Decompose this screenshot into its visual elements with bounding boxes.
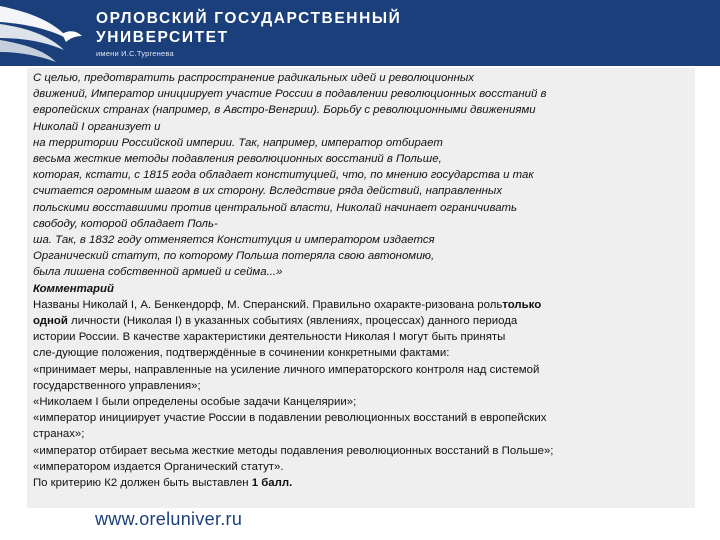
quote-line: свободу, которой обладает Поль- [33, 217, 218, 230]
comment-line: истории России. В качестве характеристики деятельности Николая I могут быть приняты [33, 331, 506, 344]
comment-emphasis-only: только [502, 298, 542, 311]
comment-line: странах»; [33, 428, 85, 441]
comment-line2-text: личности (Николая I) в указанных событиях (явлениях, процессах) данного периода [67, 315, 518, 328]
comment-emphasis-one: одной [33, 315, 68, 328]
header-banner [0, 0, 720, 66]
quote-line: польскими восставшими против центральной власти, Николай начинает ограничивать [33, 201, 518, 214]
quote-line: С целью, предотвратить распространение радикальных идей и революционных [33, 72, 474, 84]
score-value: 1 балл. [251, 477, 293, 490]
comment-line: государственного управления»; [33, 379, 201, 392]
comment-line: «принимает меры, направленные на усиление личного императорского контроля над системой [33, 363, 540, 376]
comment-final-line [33, 475, 693, 491]
comment-line: «император инициирует участие России в подавлении революционных восстаний в европейских [33, 412, 547, 425]
quote-line: была лишена собственной армией и сейма...» [33, 266, 283, 279]
footer-website-url: www.oreluniver.ru [95, 509, 243, 529]
document-text [33, 70, 693, 491]
university-name [96, 9, 401, 47]
comment-line1-text: Названы Николай I, А. Бенкендорф, М. Сперанский. Правильно охаракте-ризована роль [33, 298, 503, 311]
quote-line: Николай I организует и [33, 120, 161, 133]
comment-line [33, 297, 693, 313]
university-name-line2: УНИВЕРСИТЕТ [96, 29, 229, 46]
university-subtitle: имени И.С.Тургенева [96, 49, 174, 58]
comment-line: «императором издается Органический статут». [33, 460, 284, 473]
comment-line: «император отбирает весьма жесткие методы подавления революционных восстаний в Польше»; [33, 444, 554, 457]
quote-line: считается огромным шагом в их сторону. Вследствие ряда действий, направленных [33, 185, 503, 198]
comment-line [33, 313, 693, 329]
university-name-line1: ОРЛОВСКИЙ ГОСУДАРСТВЕННЫЙ [96, 10, 402, 27]
comment-final-text: По критерию К2 должен быть выставлен [33, 477, 252, 490]
quote-line: ша. Так, в 1832 году отменяется Конституция и императором издается [33, 234, 435, 247]
comment-heading: Комментарий [33, 282, 114, 295]
quote-line: на территории Российской империи. Так, например, император отбирает [33, 136, 443, 149]
university-bird-logo-icon [0, 0, 90, 66]
quote-line: весьма жесткие методы подавления революционных восстаний в Польше, [33, 153, 442, 166]
quote-line: которая, кстати, с 1815 года обладает конституцией, что, по мнению государства и так [33, 169, 534, 182]
quote-line: Органический статут, по которому Польша потеряла свою автономию, [33, 250, 435, 263]
comment-line: «Николаем I были определены особые задачи Канцелярии»; [33, 396, 357, 409]
quote-line: движений, Император инициирует участие России в подавлении революционных восстаний в [33, 88, 547, 101]
quote-block [33, 70, 693, 281]
quote-line: европейских странах (например, в Австро-Венгрии). Борьбу с революционными движениями [33, 104, 536, 117]
comment-line: сле-дующие положения, подтверждённые в сочинении конкретными фактами: [33, 347, 450, 360]
